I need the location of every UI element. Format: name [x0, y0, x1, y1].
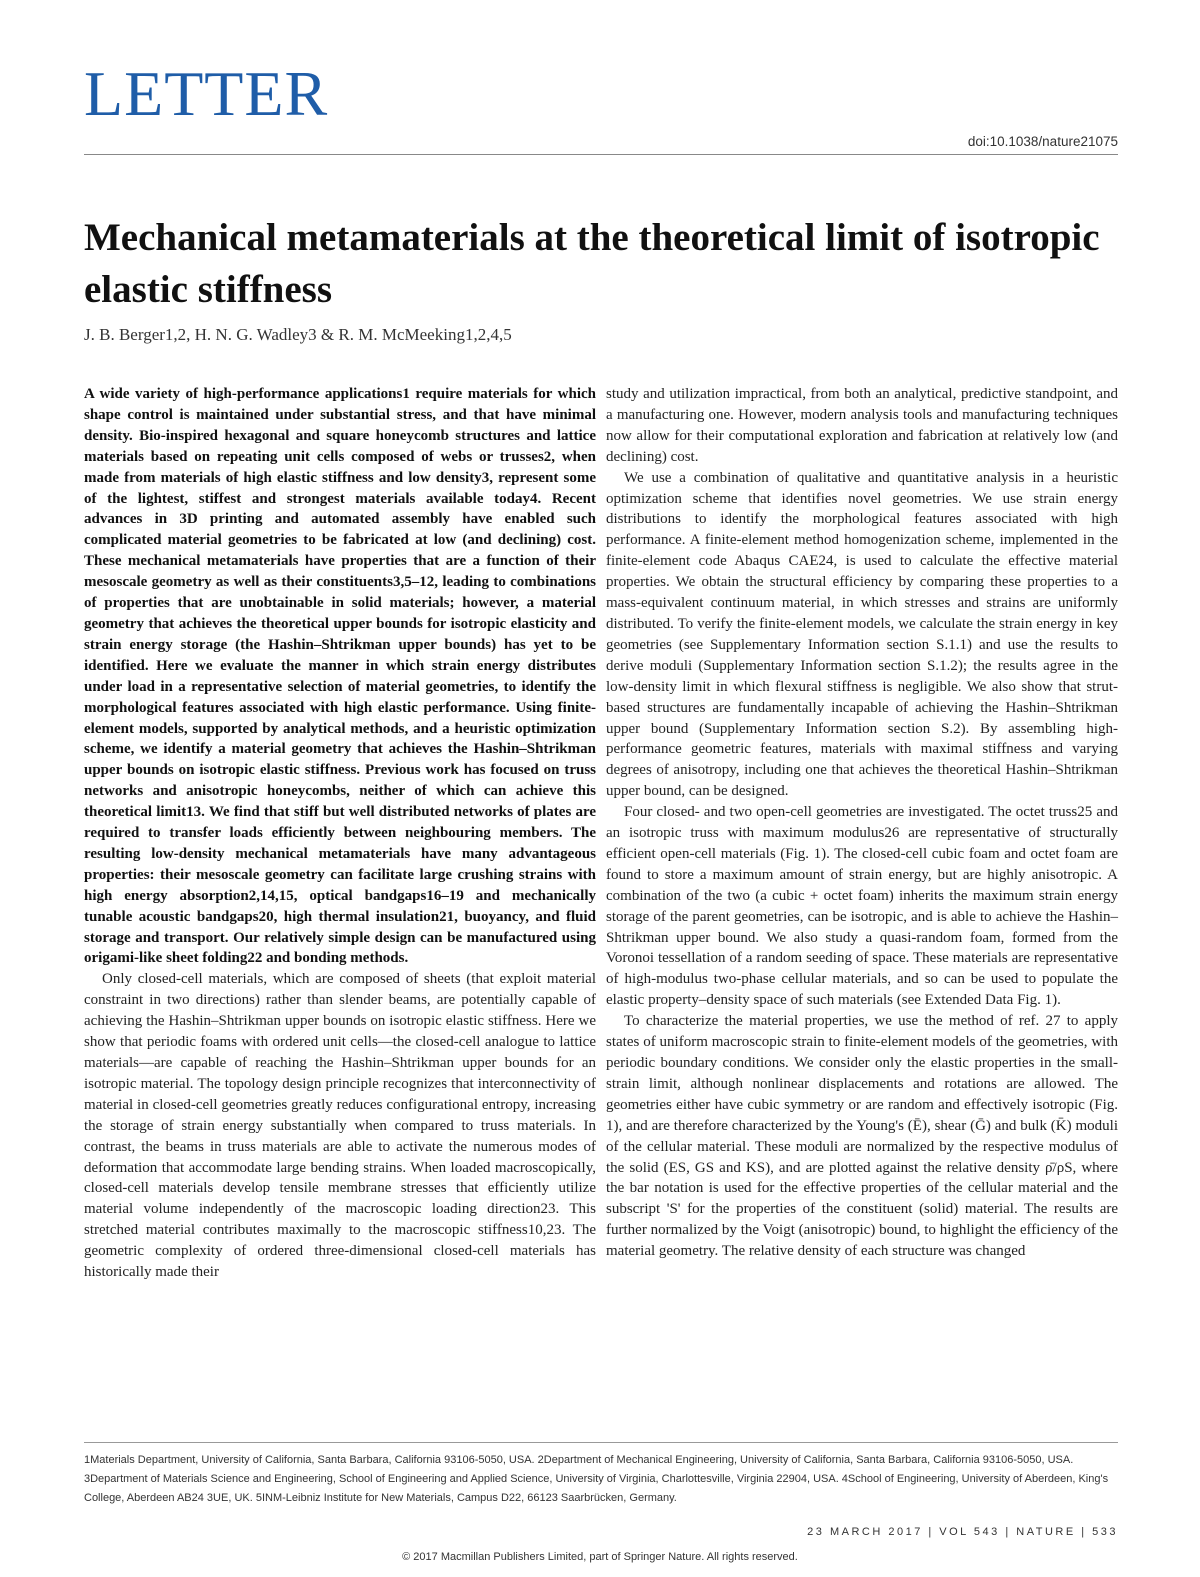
copyright-notice: © 2017 Macmillan Publishers Limited, part of Springer Nature. All rights reserved. [402, 1551, 798, 1563]
abstract-paragraph: A wide variety of high-performance applications1 require materials for which shape control is maintained under substantial stress, and that have minimal density. Bio-inspired hexagonal and square honeycomb structures and lattice materials based on repeating unit cells composed of webs or trusses2, when made from materials of high elastic stiffness and low density3, represent some of the lightest, stiffest and strongest materials available today4. Recent advances in 3D printing and automated assembly have enabled such complicated material geometries to be fabricated at low (and declining) cost. These mechanical metamaterials have properties that are a function of their mesoscale geometry as well as their constituents3,5–12, leading to combinations of properties that are unobtainable in solid materials; however, a material geometry that achieves the theoretical upper bounds for isotropic elasticity and strain energy storage (the Hashin–Shtrikman upper bounds) has yet to be identified. Here we evaluate the manner in which strain energy distributes under load in a representative selection of material geometries, to identify the morphological features associated with high elastic performance. Using finite-element models, supported by analytical methods, and a heuristic optimization scheme, we identify a material geometry that achieves the Hashin–Shtrikman upper bounds on isotropic elastic stiffness. Previous work has focused on truss networks and anisotropic honeycombs, neither of which can achieve this theoretical limit13. We find that stiff but well distributed networks of plates are required to transfer loads efficiently between neighbouring members. The resulting low-density mechanical metamaterials have many advantageous properties: their mesoscale geometry can facilitate large crushing strains with high energy absorption2,14,15, optical bandgaps16–19 and mechanically tunable acoustic bandgaps20, high thermal insulation21, buoyancy, and fluid storage and transport. Our relatively simple design can be manufactured using origami-like sheet folding22 and bonding methods. [84, 386, 596, 967]
article-title: Mechanical metamaterials at the theoretical limit of isotropic elastic stiffness [84, 216, 1100, 311]
body-paragraph: Only closed-cell materials, which are composed of sheets (that exploit material constraint in two directions) rather than slender beams, are potentially capable of achieving the Hashin–Shtrikman upper bounds on isotropic elastic stiffness. Here we show that periodic foams with ordered unit cells—the closed-cell analogue to lattice materials—are capable of reaching the Hashin–Shtrikman upper bounds for an isotropic material. The topology design principle recognizes that interconnectivity of material in closed-cell geometries greatly reduces configurational entropy, increasing the storage of strain energy substantially when compared to truss materials. In contrast, the beams in truss materials are able to activate the numerous modes of deformation that accommodate large bending strains. When loaded macroscopically, closed-cell materials develop tensile membrane stresses that efficiently utilize material volume independently of the macroscopic loading direction23. This stretched material contributes maximally to the macroscopic stiffness10,23. The geometric complexity of ordered three-dimensional closed-cell materials has historically made their [84, 971, 596, 1281]
left-column [84, 384, 596, 1283]
affiliation-footnotes [84, 1442, 1118, 1508]
issue-info: 23 MARCH 2017 | VOL 543 | NATURE | 533 [807, 1526, 1118, 1538]
doi-label[interactable]: doi:10.1038/nature21075 [967, 134, 1118, 149]
body-paragraph: We use a combination of qualitative and quantitative analysis in a heuristic optimization scheme that identifies novel geometries. We use strain energy distributions to identify the morphological features associated with high performance. A finite-element method homogenization scheme, implemented in the finite-element code Abaqus CAE24, is used to calculate the effective material properties. We obtain the structural efficiency by comparing these properties to a mass-equivalent continuum material, in which stresses and strains are uniformly distributed. To verify the finite-element models, we calculate the strain energy in key geometries (see Supplementary Information section S.1.1) and use the results to derive moduli (Supplementary Information section S.1.2); the results agree in the low-density limit in which flexural stiffness is negligible. We also show that strut-based structures are fundamentally incapable of achieving the Hashin–Shtrikman upper bound (Supplementary Information section S.2). By assembling high-performance geometric features, materials with maximal stiffness and varying degrees of anisotropy, including one that achieves the theoretical Hashin–Shtrikman upper bound, can be designed. [606, 469, 1118, 800]
author-list: J. B. Berger1,2, H. N. G. Wadley3 & R. M. McMeeking1,2,4,5 [84, 325, 512, 344]
header-rule [84, 154, 1118, 155]
article-type-label: LETTER [84, 58, 329, 129]
body-paragraph: study and utilization impractical, from both an analytical, predictive standpoint, and a manufacturing one. However, modern analysis tools and manufacturing techniques now allow for their computational exploration and fabrication at relatively low (and declining) cost. [606, 386, 1118, 465]
affiliations-text: 1Materials Department, University of California, Santa Barbara, California 93106-5050, USA. 2Department of Mechanical Engineering, University of California, Santa Barbara, California 93106-5050, USA. 3Department of Materials Science and Engineering, School of Engineering and Applied Science, University of Virginia, Charlottesville, Virginia 22904, USA. 4School of Engineering, University of Aberdeen, King's College, Aberdeen AB24 3UE, UK. 5INM-Leibniz Institute for New Materials, Campus D22, 66123 Saarbrücken, Germany. [84, 1454, 1109, 1504]
body-paragraph: Four closed- and two open-cell geometries are investigated. The octet truss25 and an isotropic truss with maximum modulus26 are representative of structurally efficient open-cell materials (Fig. 1). The closed-cell cubic foam and octet foam are found to store a maximum amount of strain energy, but are highly anisotropic. A combination of the two (a cubic + octet foam) inherits the maximum strain energy storage of the parent geometries, can be isotropic, and is able to achieve the Hashin–Shtrikman upper bound. We also study a quasi-random foam, formed from the Voronoi tessellation of a random seeding of space. These materials are representative of high-modulus two-phase cellular materials, and so can be used to populate the elastic property–density space of such materials (see Extended Data Fig. 1). [606, 804, 1118, 1009]
body-paragraph: To characterize the material properties, we use the method of ref. 27 to apply states of uniform macroscopic strain to finite-element models of the geometries, with periodic boundary conditions. We consider only the elastic properties in the small-strain limit, although nonlinear displacements and rotations are allowed. The geometries either have cubic symmetry or are random and effectively isotropic (Fig. 1), and are therefore characterized by the Young's (Ē), shear (Ḡ) and bulk (K̄) moduli of the cellular material. These moduli are normalized by the respective modulus of the solid (ES, GS and KS), and are plotted against the relative density ρ̄/ρS, where the bar notation is used for the effective properties of the cellular material and the subscript 'S' for the properties of the constituent (solid) material. The results are further normalized by the Voigt (anisotropic) bound, to highlight the efficiency of the material geometry. The relative density of each structure was changed [606, 1013, 1118, 1260]
right-column [606, 384, 1118, 1262]
